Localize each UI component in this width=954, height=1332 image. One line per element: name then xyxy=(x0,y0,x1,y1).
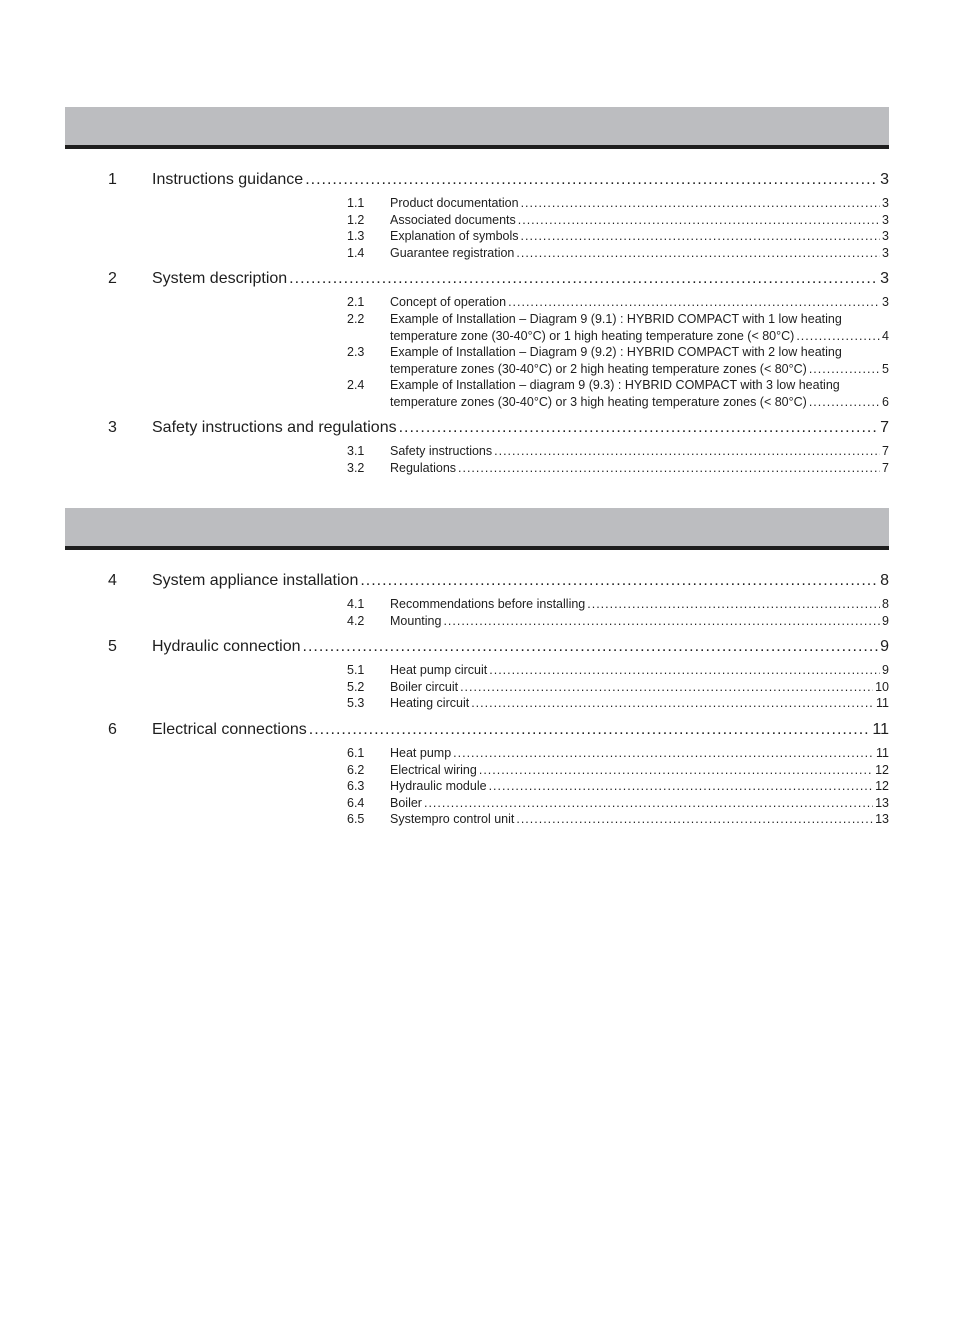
dot-leader xyxy=(521,228,881,245)
dot-leader xyxy=(360,570,878,592)
subsection-number: 1.3 xyxy=(347,229,365,243)
dot-leader xyxy=(460,679,873,696)
subsection-title: Heating circuit xyxy=(390,696,470,710)
dot-leader xyxy=(796,328,880,345)
page-number: 13 xyxy=(875,812,889,826)
dot-leader xyxy=(809,361,880,378)
chapter-title: System appliance installation xyxy=(152,572,359,589)
subsection-number: 1.2 xyxy=(347,212,365,227)
page-number: 9 xyxy=(880,638,889,655)
dot-leader xyxy=(289,268,878,290)
subsection-number: 5.3 xyxy=(347,696,365,710)
subsection-number: 2.1 xyxy=(347,295,365,309)
page-number: 7 xyxy=(880,419,889,436)
page-number: 10 xyxy=(875,679,889,694)
subsection-title: Boiler xyxy=(390,795,422,810)
dot-leader xyxy=(305,169,878,191)
dot-leader xyxy=(479,762,873,779)
subsection-number: 5.2 xyxy=(347,679,365,694)
dot-leader xyxy=(453,745,874,762)
toc-chapter[interactable] xyxy=(108,268,889,290)
subsection-number: 5.1 xyxy=(347,663,365,677)
chapter-title: Hydraulic connection xyxy=(152,638,301,655)
page-number: 8 xyxy=(882,597,889,611)
subsection-title: Heat pump xyxy=(390,746,452,760)
subsection-number: 1.1 xyxy=(347,196,365,210)
chapter-number: 6 xyxy=(108,721,117,738)
subsection-title-line-1: Example of Installation – diagram 9 (9.3) : HYBRID COMPACT with 3 low heating xyxy=(390,378,840,392)
subsection-title: Heat pump circuit xyxy=(390,663,488,677)
section-header-band-2 xyxy=(65,508,889,550)
page-number: 3 xyxy=(882,245,889,260)
page-number: 3 xyxy=(882,212,889,227)
subsection-number: 2.4 xyxy=(347,378,365,392)
subsection-number: 6.4 xyxy=(347,795,365,810)
subsection-title-line-2: temperature zones (30-40°C) or 2 high heating temperature zones (< 80°C) xyxy=(390,361,807,376)
chapter-number: 5 xyxy=(108,638,117,655)
subsection-title-line-2: temperature zone (30-40°C) or 1 high heating temperature zone (< 80°C) xyxy=(390,328,795,343)
subsection-number: 4.1 xyxy=(347,597,365,611)
subsection-title: Boiler circuit xyxy=(390,679,459,694)
page-number: 13 xyxy=(875,795,889,810)
toc-chapter[interactable] xyxy=(108,169,889,191)
page-number: 8 xyxy=(880,572,889,589)
subsection-title: Electrical wiring xyxy=(390,762,477,777)
dot-leader xyxy=(399,417,879,439)
subsection-number: 3.1 xyxy=(347,444,365,458)
page-number: 3 xyxy=(880,270,889,287)
page-number: 9 xyxy=(882,613,889,628)
subsection-number: 3.2 xyxy=(347,461,365,475)
page-number: 12 xyxy=(875,779,889,793)
page-number: 11 xyxy=(872,721,889,738)
chapter-number: 3 xyxy=(108,419,117,436)
dot-leader xyxy=(518,212,880,229)
chapter-title: Safety instructions and regulations xyxy=(152,419,397,436)
page-number: 3 xyxy=(882,295,889,309)
chapter-title: System description xyxy=(152,270,288,287)
subsection-number: 4.2 xyxy=(347,613,365,628)
subsection-number: 2.3 xyxy=(347,345,365,359)
subsection-title: Explanation of symbols xyxy=(390,229,519,243)
chapter-number: 4 xyxy=(108,572,117,589)
subsection-title-line-2: temperature zones (30-40°C) or 3 high heating temperature zones (< 80°C) xyxy=(390,394,807,409)
dot-leader xyxy=(424,795,873,812)
dot-leader xyxy=(471,695,874,712)
chapter-number: 1 xyxy=(108,171,117,188)
page-number: 11 xyxy=(876,746,889,760)
page-number: 4 xyxy=(882,328,889,343)
dot-leader xyxy=(516,245,880,262)
dot-leader xyxy=(494,443,880,460)
dot-leader xyxy=(508,294,880,311)
chapter-title: Instructions guidance xyxy=(152,171,304,188)
page-number: 12 xyxy=(875,762,889,777)
subsection-number: 6.5 xyxy=(347,812,365,826)
subsection-number: 2.2 xyxy=(347,312,365,326)
subsection-title-line-1: Example of Installation – Diagram 9 (9.1) : HYBRID COMPACT with 1 low heating xyxy=(390,312,842,326)
dot-leader xyxy=(516,811,873,828)
page-number: 9 xyxy=(882,663,889,677)
subsection-number: 6.3 xyxy=(347,779,365,793)
subsection-title: Guarantee registration xyxy=(390,245,515,260)
toc-chapter[interactable] xyxy=(108,636,889,658)
dot-leader xyxy=(303,636,879,658)
subsection-title: Safety instructions xyxy=(390,444,493,458)
toc-chapter[interactable] xyxy=(108,570,889,592)
page-number: 3 xyxy=(880,171,889,188)
subsection-number: 6.2 xyxy=(347,762,365,777)
subsection-title: Recommendations before installing xyxy=(390,597,586,611)
page-number: 7 xyxy=(882,444,889,458)
page-number: 3 xyxy=(882,229,889,243)
subsection-title: Systempro control unit xyxy=(390,812,515,826)
subsection-number: 6.1 xyxy=(347,746,365,760)
page-number: 11 xyxy=(876,696,889,710)
subsection-title: Hydraulic module xyxy=(390,779,487,793)
page-number: 3 xyxy=(882,196,889,210)
subsection-title: Regulations xyxy=(390,461,457,475)
subsection-title-line-1: Example of Installation – Diagram 9 (9.2) : HYBRID COMPACT with 2 low heating xyxy=(390,345,842,359)
page-number: 7 xyxy=(882,461,889,475)
subsection-title: Product documentation xyxy=(390,196,519,210)
subsection-title: Concept of operation xyxy=(390,295,507,309)
dot-leader xyxy=(489,662,880,679)
section-header-band-1 xyxy=(65,107,889,149)
subsection-title: Mounting xyxy=(390,613,442,628)
subsection-title: Associated documents xyxy=(390,212,516,227)
dot-leader xyxy=(443,613,880,630)
dot-leader xyxy=(458,460,880,477)
page-number: 5 xyxy=(882,361,889,376)
subsection-number: 1.4 xyxy=(347,245,365,260)
dot-leader xyxy=(587,596,880,613)
dot-leader xyxy=(309,719,871,741)
chapter-number: 2 xyxy=(108,270,117,287)
chapter-title: Electrical connections xyxy=(152,721,307,738)
page-number: 6 xyxy=(882,394,889,409)
toc-chapter[interactable] xyxy=(108,417,889,439)
toc-chapter[interactable] xyxy=(108,719,889,741)
dot-leader xyxy=(521,195,880,212)
dot-leader xyxy=(489,778,874,795)
dot-leader xyxy=(809,394,880,411)
